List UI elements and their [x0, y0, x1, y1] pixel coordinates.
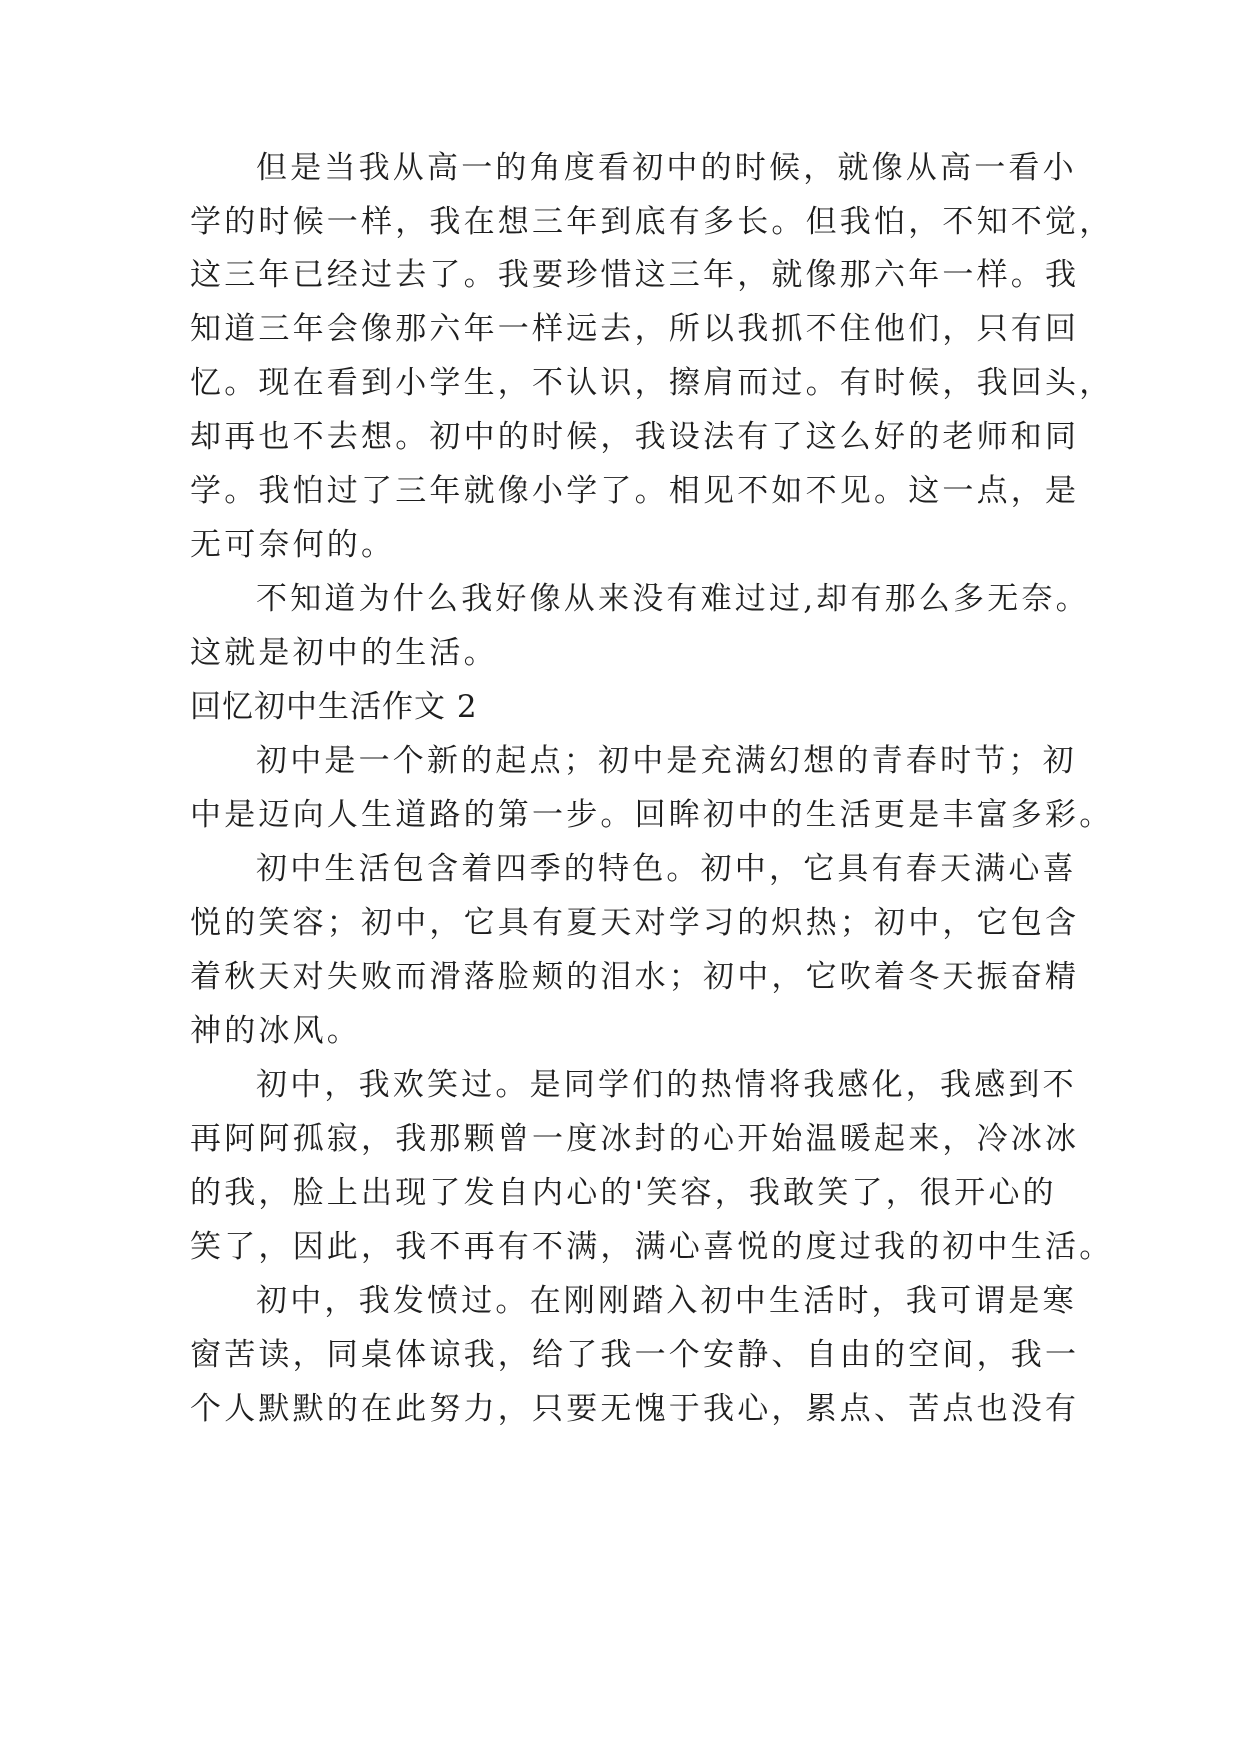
- paragraph-line: 再阿阿孤寂，我那颗曾一度冰封的心开始温暖起来，冷冰冰: [190, 1121, 1080, 1157]
- paragraph-line: 但是当我从高一的角度看初中的时候，就像从高一看小: [256, 150, 1077, 186]
- paragraph-line: 无可奈何的。: [190, 527, 396, 563]
- paragraph-line: 悦的笑容；初中，它具有夏天对学习的炽热；初中，它包含: [190, 905, 1080, 941]
- paragraph-line: 神的冰风。: [190, 1013, 361, 1049]
- paragraph-line: 知道三年会像那六年一样远去，所以我抓不住他们，只有回: [190, 311, 1080, 347]
- paragraph-line: 忆。现在看到小学生，不认识，擦肩而过。有时候，我回头，: [190, 365, 1114, 401]
- paragraph-line: 学的时候一样，我在想三年到底有多长。但我怕，不知不觉，: [190, 204, 1114, 240]
- paragraph-line: 个人默默的在此努力，只要无愧于我心，累点、苦点也没有: [190, 1391, 1080, 1427]
- paragraph-line: 这三年已经过去了。我要珍惜这三年，就像那六年一样。我: [190, 257, 1080, 293]
- paragraph-line: 初中是一个新的起点；初中是充满幻想的青春时节；初: [256, 743, 1077, 779]
- paragraph-line: 不知道为什么我好像从来没有难过过,却有那么多无奈。: [256, 581, 1090, 617]
- paragraph-line: 却再也不去想。初中的时候，我设法有了这么好的老师和同: [190, 419, 1080, 455]
- paragraph-line: 的我，脸上出现了发自内心的'笑容，我敢笑了，很开心的: [190, 1175, 1057, 1211]
- paragraph-line: 中是迈向人生道路的第一步。回眸初中的生活更是丰富多彩。: [190, 797, 1114, 833]
- paragraph-line: 初中生活包含着四季的特色。初中，它具有春天满心喜: [256, 851, 1077, 887]
- paragraph-line: 这就是初中的生活。: [190, 635, 498, 671]
- paragraph-line: 初中，我发愤过。在刚刚踏入初中生活时，我可谓是寒: [256, 1283, 1077, 1319]
- paragraph-line: 初中，我欢笑过。是同学们的热情将我感化，我感到不: [256, 1067, 1077, 1103]
- paragraph-line: 着秋天对失败而滑落脸颊的泪水；初中，它吹着冬天振奋精: [190, 959, 1080, 995]
- paragraph-line: 窗苦读，同桌体谅我，给了我一个安静、自由的空间，我一: [190, 1337, 1080, 1373]
- paragraph-line: 学。我怕过了三年就像小学了。相见不如不见。这一点，是: [190, 473, 1080, 509]
- section-heading: 回忆初中生活作文 2: [190, 689, 478, 725]
- paragraph-line: 笑了，因此，我不再有不满，满心喜悦的度过我的初中生活。: [190, 1229, 1114, 1265]
